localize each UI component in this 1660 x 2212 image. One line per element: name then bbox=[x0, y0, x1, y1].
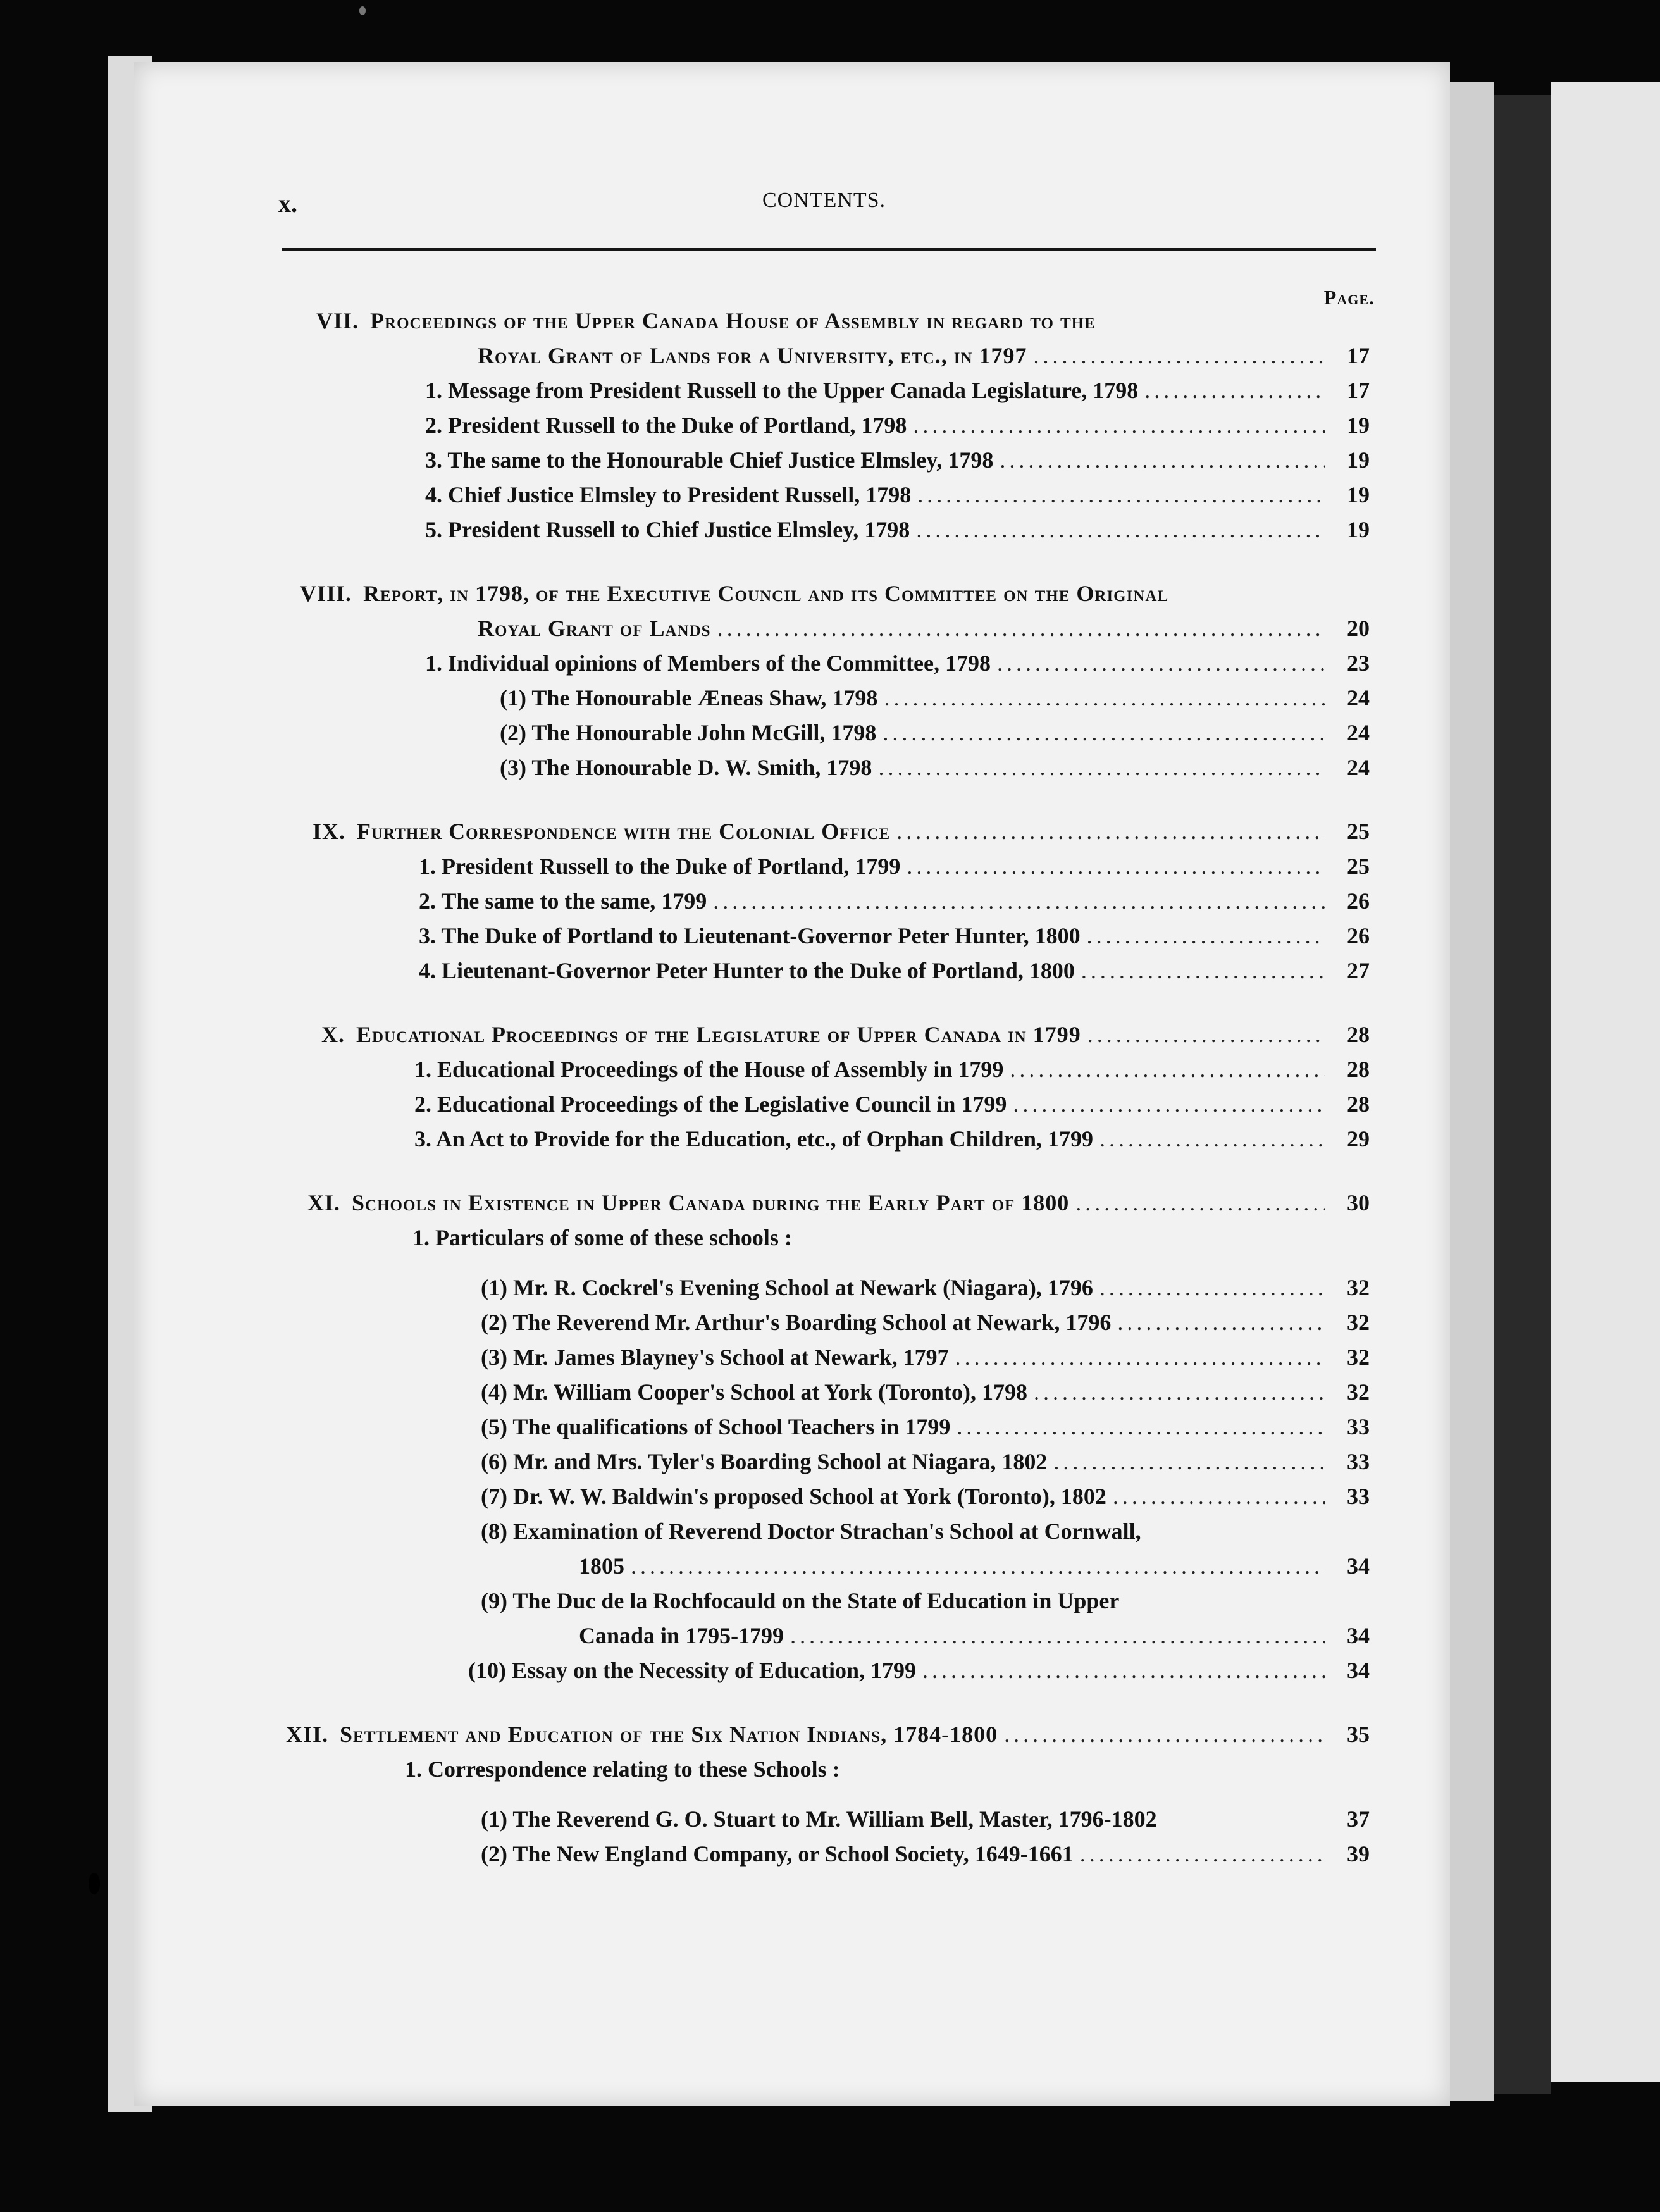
entry-title: (2) The Honourable John McGill, 1798 bbox=[500, 720, 877, 745]
leader-dots bbox=[1144, 373, 1325, 408]
toc-entry bbox=[0, 954, 1370, 988]
toc-entry bbox=[0, 884, 1370, 919]
leader-dots bbox=[1087, 919, 1325, 954]
entry-title: (1) The Reverend G. O. Stuart to Mr. William Bell, Master, 1796-1802 bbox=[481, 1806, 1157, 1832]
toc-subentry bbox=[0, 1514, 1370, 1549]
toc-section-viii bbox=[0, 576, 1660, 785]
toc-subentry bbox=[0, 1445, 1370, 1479]
page-ref: 27 bbox=[1347, 958, 1370, 983]
entry-title: (3) The Honourable D. W. Smith, 1798 bbox=[500, 755, 872, 780]
toc-entry bbox=[0, 646, 1370, 681]
toc-subentry bbox=[0, 1340, 1370, 1375]
page-ref: 24 bbox=[1347, 685, 1370, 711]
entry-title: 4. Chief Justice Elmsley to President Russell, 1798 bbox=[425, 482, 912, 507]
toc-entry bbox=[0, 849, 1370, 884]
section-heading bbox=[0, 814, 1370, 849]
leader-dots bbox=[713, 884, 1325, 919]
leader-dots bbox=[913, 408, 1325, 443]
page-ref: 28 bbox=[1347, 1057, 1370, 1082]
page-ref: 17 bbox=[1347, 343, 1370, 368]
leader-dots bbox=[957, 1410, 1325, 1445]
page-ref: 25 bbox=[1347, 819, 1370, 844]
toc-section-x bbox=[0, 1017, 1660, 1157]
section-heading bbox=[0, 576, 1316, 611]
entry-title: 1. Individual opinions of Members of the Committee, 1798 bbox=[425, 650, 991, 676]
leader-dots bbox=[896, 814, 1325, 849]
leader-dots bbox=[1010, 1052, 1325, 1087]
toc-entry bbox=[0, 1221, 1370, 1255]
entry-title: (6) Mr. and Mrs. Tyler's Boarding School at Niagara, 1802 bbox=[481, 1449, 1048, 1474]
leader-dots bbox=[1004, 1717, 1325, 1752]
leader-dots bbox=[907, 849, 1325, 884]
page-number: x. bbox=[278, 189, 297, 218]
section-numeral: IX. bbox=[313, 819, 346, 844]
toc-section-xi bbox=[0, 1186, 1660, 1688]
toc-subentry bbox=[0, 1653, 1370, 1688]
page-ref: 19 bbox=[1347, 413, 1370, 438]
toc-subentry bbox=[0, 1271, 1370, 1305]
toc-entry bbox=[0, 1087, 1370, 1122]
leader-dots bbox=[884, 681, 1325, 716]
page-ref: 30 bbox=[1347, 1190, 1370, 1215]
entry-title: 2. Educational Proceedings of the Legislative Council in 1799 bbox=[414, 1091, 1007, 1117]
entry-title: 4. Lieutenant-Governor Peter Hunter to the Duke of Portland, 1800 bbox=[419, 958, 1075, 983]
entry-title: (1) The Honourable Æneas Shaw, 1798 bbox=[500, 685, 878, 711]
section-heading-continued bbox=[0, 611, 1370, 646]
page-column-label: Page. bbox=[1323, 286, 1375, 309]
leader-dots bbox=[955, 1340, 1325, 1375]
section-title: Settlement and Education of the Six Nation Indians, 1784-1800 bbox=[340, 1722, 998, 1747]
toc-subentry bbox=[0, 1584, 1370, 1619]
leader-dots bbox=[1113, 1479, 1325, 1514]
page-ref: 24 bbox=[1347, 755, 1370, 780]
leader-dots bbox=[1075, 1186, 1325, 1221]
leader-dots bbox=[1080, 1837, 1325, 1872]
entry-title: 5. President Russell to Chief Justice Elmsley, 1798 bbox=[425, 517, 910, 542]
entry-title: (1) Mr. R. Cockrel's Evening School at Newark (Niagara), 1796 bbox=[481, 1275, 1093, 1300]
entry-title: 2. President Russell to the Duke of Portland, 1798 bbox=[425, 413, 907, 438]
running-title: CONTENTS. bbox=[762, 189, 886, 212]
section-title: Proceedings of the Upper Canada House of Assembly in regard to the bbox=[370, 308, 1096, 333]
leader-dots bbox=[1099, 1122, 1325, 1157]
section-heading bbox=[0, 1186, 1370, 1221]
entry-title: 2. The same to the same, 1799 bbox=[419, 888, 707, 914]
page-ref: 19 bbox=[1347, 482, 1370, 507]
section-numeral: X. bbox=[321, 1022, 345, 1047]
page-ref: 28 bbox=[1347, 1091, 1370, 1117]
entry-title: 1. Correspondence relating to these Schools : bbox=[405, 1756, 840, 1782]
entry-title: 1. President Russell to the Duke of Portland, 1799 bbox=[419, 854, 901, 879]
section-heading bbox=[0, 1017, 1370, 1052]
entry-title: (9) The Duc de la Rochfocauld on the State of Education in Upper bbox=[481, 1588, 1120, 1613]
toc-subentry-continued bbox=[0, 1619, 1370, 1653]
section-title: Educational Proceedings of the Legislature of Upper Canada in 1799 bbox=[356, 1022, 1081, 1047]
page-ref: 32 bbox=[1347, 1310, 1370, 1335]
section-numeral: XII. bbox=[286, 1722, 329, 1747]
section-title-continued: Royal Grant of Lands bbox=[478, 616, 711, 641]
scan-blemish bbox=[89, 1873, 100, 1894]
toc-section-vii bbox=[0, 304, 1660, 547]
leader-dots bbox=[1034, 1375, 1325, 1410]
leader-dots bbox=[878, 750, 1325, 785]
entry-title: (10) Essay on the Necessity of Education, 1799 bbox=[468, 1658, 916, 1683]
entry-title: 3. The Duke of Portland to Lieutenant-Governor Peter Hunter, 1800 bbox=[419, 923, 1081, 948]
page-ref: 37 bbox=[1347, 1806, 1370, 1832]
entry-title: (5) The qualifications of School Teachers in 1799 bbox=[481, 1414, 951, 1439]
entry-title: 1. Particulars of some of these schools : bbox=[412, 1225, 792, 1250]
section-heading bbox=[0, 304, 1316, 339]
page-ref: 34 bbox=[1347, 1553, 1370, 1579]
toc-subentry bbox=[0, 1837, 1370, 1872]
page-ref: 26 bbox=[1347, 888, 1370, 914]
leader-dots bbox=[631, 1549, 1325, 1584]
leader-dots bbox=[717, 611, 1325, 646]
entry-title-continued: 1805 bbox=[579, 1553, 624, 1579]
page-ref: 24 bbox=[1347, 720, 1370, 745]
page-ref: 23 bbox=[1347, 650, 1370, 676]
toc-subentry bbox=[0, 681, 1370, 716]
leader-dots bbox=[997, 646, 1325, 681]
toc-entry bbox=[0, 408, 1370, 443]
toc-entry bbox=[0, 1122, 1370, 1157]
page-ref: 32 bbox=[1347, 1275, 1370, 1300]
toc-section-ix bbox=[0, 814, 1660, 988]
entry-title: (2) The New England Company, or School Society, 1649-1661 bbox=[481, 1841, 1074, 1867]
leader-dots bbox=[1117, 1305, 1325, 1340]
toc-entry bbox=[0, 443, 1370, 478]
entry-title: (4) Mr. William Cooper's School at York (Toronto), 1798 bbox=[481, 1379, 1028, 1405]
scan-blemish bbox=[359, 6, 366, 15]
entry-title: 1. Message from President Russell to the Upper Canada Legislature, 1798 bbox=[425, 378, 1139, 403]
leader-dots bbox=[1099, 1271, 1325, 1305]
leader-dots bbox=[1053, 1445, 1325, 1479]
section-heading-continued bbox=[0, 339, 1370, 373]
toc-subentry bbox=[0, 1479, 1370, 1514]
entry-title: 3. The same to the Honourable Chief Justice Elmsley, 1798 bbox=[425, 447, 994, 473]
toc-entry bbox=[0, 919, 1370, 954]
page-ref: 39 bbox=[1347, 1841, 1370, 1867]
section-heading bbox=[0, 1717, 1370, 1752]
section-title: Report, in 1798, of the Executive Council and its Committee on the Original bbox=[363, 581, 1169, 606]
page-ref: 34 bbox=[1347, 1623, 1370, 1648]
section-title-continued: Royal Grant of Lands for a University, etc., in 1797 bbox=[478, 343, 1027, 368]
toc-subentry bbox=[0, 1802, 1370, 1837]
leader-dots bbox=[1000, 443, 1325, 478]
header-rule bbox=[282, 248, 1376, 251]
page-ref: 34 bbox=[1347, 1658, 1370, 1683]
leader-dots bbox=[922, 1653, 1325, 1688]
page-ref: 20 bbox=[1347, 616, 1370, 641]
entry-title: 1. Educational Proceedings of the House of Assembly in 1799 bbox=[414, 1057, 1004, 1082]
toc-subentry bbox=[0, 1305, 1370, 1340]
page-ref: 26 bbox=[1347, 923, 1370, 948]
toc-subentry bbox=[0, 1375, 1370, 1410]
toc-entry bbox=[0, 478, 1370, 513]
section-title: Further Correspondence with the Colonial Office bbox=[357, 819, 891, 844]
section-title: Schools in Existence in Upper Canada during the Early Part of 1800 bbox=[352, 1190, 1070, 1215]
page-ref: 32 bbox=[1347, 1379, 1370, 1405]
page-ref: 29 bbox=[1347, 1126, 1370, 1152]
toc-entry bbox=[0, 1052, 1370, 1087]
entry-title: (3) Mr. James Blayney's School at Newark, 1797 bbox=[481, 1345, 949, 1370]
toc-subentry bbox=[0, 716, 1370, 750]
toc-subentry-continued bbox=[0, 1549, 1370, 1584]
entry-title: (8) Examination of Reverend Doctor Strachan's School at Cornwall, bbox=[481, 1519, 1141, 1544]
leader-dots bbox=[1013, 1087, 1325, 1122]
section-numeral: XI. bbox=[307, 1190, 341, 1215]
page-ref: 33 bbox=[1347, 1449, 1370, 1474]
leader-dots bbox=[1081, 954, 1325, 988]
toc-entry bbox=[0, 513, 1370, 547]
leader-dots bbox=[916, 513, 1325, 547]
page-ref: 25 bbox=[1347, 854, 1370, 879]
toc-entry bbox=[0, 373, 1370, 408]
page-ref: 32 bbox=[1347, 1345, 1370, 1370]
page-ref: 35 bbox=[1347, 1722, 1370, 1747]
table-of-contents bbox=[0, 304, 1660, 1901]
entry-title: (2) The Reverend Mr. Arthur's Boarding School at Newark, 1796 bbox=[481, 1310, 1112, 1335]
page-ref: 33 bbox=[1347, 1484, 1370, 1509]
leader-dots bbox=[883, 716, 1325, 750]
toc-subentry bbox=[0, 750, 1370, 785]
leader-dots bbox=[1087, 1017, 1325, 1052]
leader-dots bbox=[790, 1619, 1325, 1653]
page-ref: 19 bbox=[1347, 517, 1370, 542]
leader-dots bbox=[917, 478, 1325, 513]
section-numeral: VII. bbox=[316, 308, 359, 333]
page-ref: 19 bbox=[1347, 447, 1370, 473]
entry-title: 3. An Act to Provide for the Education, etc., of Orphan Children, 1799 bbox=[414, 1126, 1094, 1152]
page-ref: 33 bbox=[1347, 1414, 1370, 1439]
entry-title: (7) Dr. W. W. Baldwin's proposed School at York (Toronto), 1802 bbox=[481, 1484, 1106, 1509]
toc-section-xii bbox=[0, 1717, 1660, 1872]
entry-title-continued: Canada in 1795-1799 bbox=[579, 1623, 784, 1648]
page-ref: 28 bbox=[1347, 1022, 1370, 1047]
toc-subentry bbox=[0, 1410, 1370, 1445]
page-ref: 17 bbox=[1347, 378, 1370, 403]
leader-dots bbox=[1034, 339, 1325, 373]
section-numeral: VIII. bbox=[300, 581, 352, 606]
toc-entry bbox=[0, 1752, 1370, 1787]
